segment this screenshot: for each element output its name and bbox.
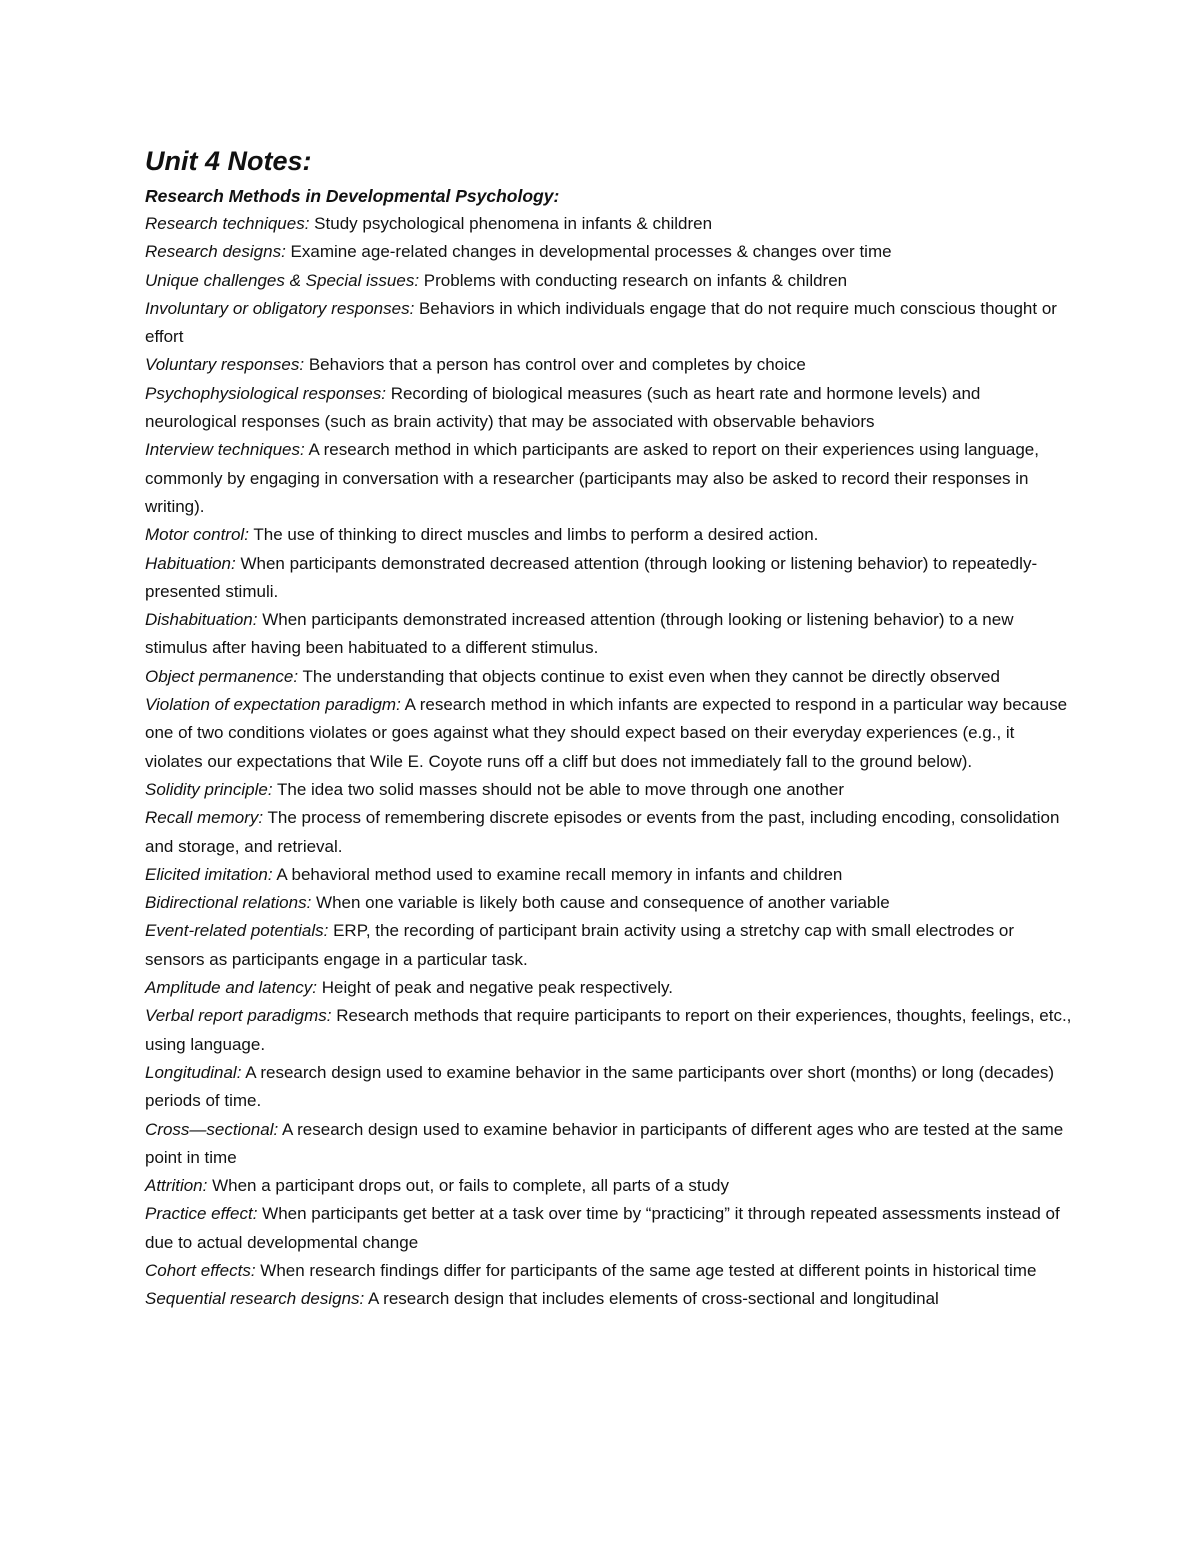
entry-term: Research designs: <box>145 242 286 262</box>
document-page <box>145 140 1075 1314</box>
entry-term: Habituation: <box>145 553 236 573</box>
definition-entry <box>145 1285 1075 1313</box>
entry-term: Research techniques: <box>145 214 310 233</box>
entry-term: Dishabituation: <box>145 610 258 630</box>
definition-entry <box>145 267 1075 295</box>
entry-definition: A research design used to examine behavior in participants of different ages who are tested at the same point in time <box>145 1119 1064 1167</box>
entry-definition: A research design used to examine behavior in the same participants over short (months) or long (decades) periods of time. <box>145 1062 1055 1111</box>
definition-entry <box>145 889 1075 917</box>
entry-definition: A research method in which infants are expected to respond in a particular way because one of two conditions violates or goes against what they should expect based on their everyday experiences (e.g., it violates our expectations that Wile E. Coyote runs off a cliff but does not immediately fall to the ground below). <box>145 695 1068 771</box>
definition-entry <box>145 1002 1075 1059</box>
entry-term: Interview techniques: <box>145 440 305 460</box>
entry-definition: Recording of biological measures (such as heart rate and hormone levels) and neurological responses (such as brain activity) that may be associated with observable behaviors <box>145 383 981 432</box>
entry-definition: When participants demonstrated increased attention (through looking or listening behavior) to a new stimulus after having been habituated to a different stimulus. <box>145 610 1014 658</box>
entry-term: Voluntary responses: <box>145 355 305 375</box>
entry-term: Unique challenges & Special issues: <box>145 270 420 290</box>
entry-term: Event-related potentials: <box>145 921 329 941</box>
entry-definition: Height of peak and negative peak respectively. <box>321 978 673 998</box>
definition-entry <box>145 1116 1075 1173</box>
entry-term: Amplitude and latency: <box>145 978 317 998</box>
definition-entry <box>145 606 1075 663</box>
entry-definition: A research method in which participants are asked to report on their experiences using language, commonly by engaging in conversation with a researcher (participants may also be asked to record their responses in writing). <box>145 440 1039 516</box>
definition-entry <box>145 380 1075 437</box>
entry-term: Motor control: <box>145 525 249 545</box>
definition-entry <box>145 295 1075 352</box>
entry-term: Cohort effects: <box>145 1260 256 1280</box>
entry-term: Attrition: <box>145 1176 208 1196</box>
entry-term: Involuntary or obligatory responses: <box>145 298 415 318</box>
entry-definition: A behavioral method used to examine recall memory in infants and children <box>276 864 843 884</box>
definition-entry <box>145 1257 1075 1285</box>
entry-definition: Problems with conducting research on infants & children <box>423 270 848 290</box>
entry-term: Recall memory: <box>145 808 264 828</box>
definition-entry <box>145 1172 1075 1200</box>
entry-term: Bidirectional relations: <box>145 893 312 913</box>
entry-term: Longitudinal: <box>145 1062 242 1082</box>
entry-definition: Research methods that require participants to report on their experiences, thoughts, feelings, etc., using language. <box>145 1006 1072 1054</box>
definition-entry <box>145 550 1075 607</box>
definition-entry <box>145 663 1075 691</box>
entry-term: Solidity principle: <box>145 779 273 799</box>
definition-entry <box>145 804 1075 861</box>
entry-term: Elicited imitation: <box>145 864 273 884</box>
document-title: Unit 4 Notes: <box>145 146 312 176</box>
entry-definition: Behaviors that a person has control over and completes by choice <box>308 355 806 375</box>
definition-entry <box>145 436 1075 521</box>
entry-definition: The idea two solid masses should not be able to move through one another <box>276 779 845 799</box>
entry-term: Verbal report paradigms: <box>145 1006 332 1026</box>
definition-list <box>145 210 1075 1314</box>
entry-definition: When a participant drops out, or fails to complete, all parts of a study <box>212 1176 729 1196</box>
definition-entry <box>145 776 1075 804</box>
entry-definition: The use of thinking to direct muscles and limbs to perform a desired action. <box>253 525 819 545</box>
definition-entry <box>145 861 1075 889</box>
definition-entry <box>145 238 1075 266</box>
entry-definition: Examine age-related changes in developmental processes & changes over time <box>290 242 892 262</box>
entry-definition: When participants demonstrated decreased attention (through looking or listening behavior) to repeatedly-presented stimuli. <box>145 553 1038 601</box>
definition-entry <box>145 974 1075 1002</box>
entry-definition: When research findings differ for participants of the same age tested at different points in historical time <box>260 1260 1037 1280</box>
entry-definition: ERP, the recording of participant brain activity using a stretchy cap with small electrodes or sensors as participants engage in a particular task. <box>145 921 1015 969</box>
entry-definition: When one variable is likely both cause and consequence of another variable <box>316 893 890 913</box>
section-heading: Research Methods in Developmental Psychology: <box>145 186 560 206</box>
entry-definition: The process of remembering discrete episodes or events from the past, including encoding, consolidation and storage, and retrieval. <box>145 808 1060 856</box>
entry-term: Practice effect: <box>145 1204 258 1224</box>
entry-definition: Study psychological phenomena in infants & children <box>314 214 713 233</box>
definition-entry <box>145 1200 1075 1257</box>
entry-term: Psychophysiological responses: <box>145 383 386 403</box>
entry-term: Violation of expectation paradigm: <box>145 695 401 715</box>
entry-definition: When participants get better at a task over time by “practicing” it through repeated assessments instead of due to actual developmental change <box>145 1204 1060 1252</box>
definition-entry <box>145 691 1075 776</box>
definition-entry <box>145 917 1075 974</box>
entry-term: Sequential research designs: <box>145 1289 365 1309</box>
definition-entry <box>145 1059 1075 1116</box>
definition-entry <box>145 351 1075 379</box>
entry-definition: The understanding that objects continue to exist even when they cannot be directly observed <box>302 666 1000 686</box>
entry-definition: A research design that includes elements of cross-sectional and longitudinal <box>368 1289 939 1309</box>
definition-entry <box>145 521 1075 549</box>
entry-term: Object permanence: <box>145 666 299 686</box>
entry-term: Cross—sectional: <box>145 1119 279 1139</box>
entry-definition: Behaviors in which individuals engage that do not require much conscious thought or effort <box>145 298 1057 347</box>
definition-entry <box>145 210 1075 238</box>
